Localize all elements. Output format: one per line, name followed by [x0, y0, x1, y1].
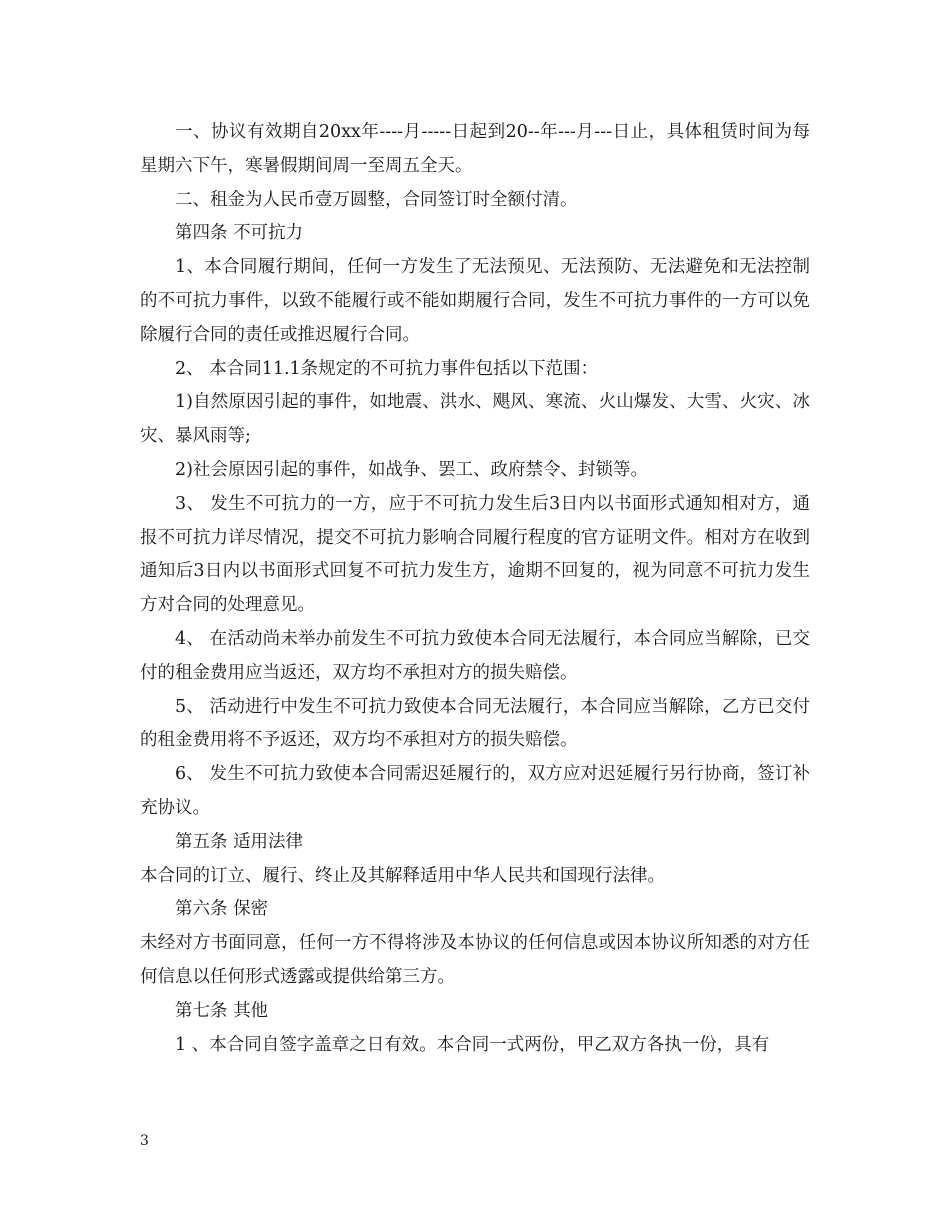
- paragraph-force-majeure-1: 1、本合同履行期间，任何一方发生了无法预见、无法预防、无法避免和无法控制的不可抗力事件，以致不能履行或不能如期履行合同，发生不可抗力事件的一方可以免除履行合同的责任或推迟履行合同。: [140, 257, 810, 345]
- paragraph-confidentiality: 未经对方书面同意，任何一方不得将涉及本协议的任何信息或因本协议所知悉的对方任何信息以任何形式透露或提供给第三方。: [140, 933, 810, 987]
- section-heading-confidentiality: 第六条 保密: [175, 899, 269, 920]
- paragraph-other-1: 1 、本合同自签字盖章之日有效。本合同一式两份，甲乙双方各执一份，具有: [175, 1034, 770, 1055]
- paragraph-term-validity: 一、协议有效期自20xx年----月-----日起到20--年---月---日止，具体租赁时间为每星期六下午，寒暑假期间周一至周五全天。: [140, 122, 810, 176]
- paragraph-force-majeure-5: 5、 活动进行中发生不可抗力致使本合同无法履行，本合同应当解除，乙方已交付的租金费用将不予返还，双方均不承担对方的损失赔偿。: [140, 696, 810, 751]
- paragraph-force-majeure-4: 4、 在活动尚未举办前发生不可抗力致使本合同无法履行，本合同应当解除，已交付的租金费用应当返还，双方均不承担对方的损失赔偿。: [140, 628, 810, 683]
- page-number: 3: [140, 1133, 149, 1149]
- paragraph-natural-causes: 1)自然原因引起的事件，如地震、洪水、飓风、寒流、火山爆发、大雪、火灾、冰灾、暴风雨等;: [140, 392, 810, 447]
- paragraph-rent: 二、租金为人民币壹万圆整，合同签订时全额付清。: [175, 189, 578, 210]
- paragraph-force-majeure-3: 3、 发生不可抗力的一方，应于不可抗力发生后3日内以书面形式通知相对方，通报不可抗力详尽情况，提交不可抗力影响合同履行程度的官方证明文件。相对方在收到通知后3日内以书面形式回复不可抗力发生方，逾期不回复的，视为同意不可抗力发生方对合同的处理意见。: [140, 493, 810, 616]
- section-heading-other: 第七条 其他: [175, 1000, 269, 1021]
- paragraph-force-majeure-2: 2、 本合同11.1条规定的不可抗力事件包括以下范围：: [175, 358, 599, 379]
- paragraph-social-causes: 2)社会原因引起的事件，如战争、罢工、政府禁令、封锁等。: [175, 459, 648, 480]
- paragraph-force-majeure-6: 6、 发生不可抗力致使本合同需迟延履行的，双方应对迟延履行另行协商，签订补充协议。: [140, 764, 810, 818]
- paragraph-applicable-law: 本合同的订立、履行、终止及其解释适用中华人民共和国现行法律。: [140, 865, 665, 886]
- section-heading-force-majeure: 第四条 不可抗力: [175, 223, 304, 244]
- document-body: [140, 116, 810, 1062]
- section-heading-applicable-law: 第五条 适用法律: [175, 831, 304, 852]
